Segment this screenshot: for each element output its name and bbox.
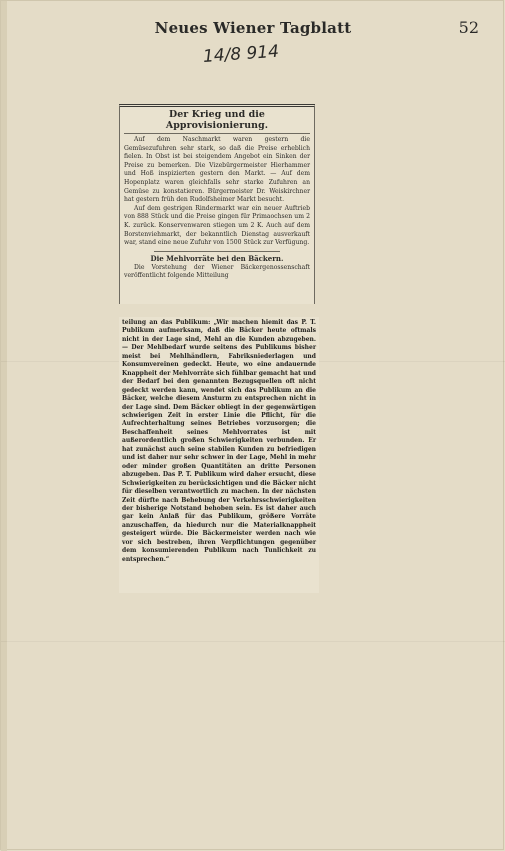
newspaper-title: Neues Wiener Tagblatt (154, 19, 352, 37)
section-divider (154, 251, 280, 252)
article-paragraph: Auf dem gestrigen Rindermarkt war ein neuer Auftrieb von 888 Stück und die Preise gingen für Primaochsen um 2 K. zurück. Konservenwaren stiegen um 2 K. Auch auf dem Borstenviehmarkt, der bekanntlich Dienstag ausverkauft war, stand eine neue Zufuhr von 1500 Stück zur Verfügung. (124, 204, 310, 247)
article-paragraph: Die Vorstehung der Wiener Bäckergenossenschaft veröffentlicht folgende Mitteilung (124, 263, 310, 280)
article-paragraph: teilung an das Publikum: „Wir machen hiemit das P. T. Publikum aufmerksam, daß die Bäcker heute oftmals nicht in der Lage sind, Mehl an die Kunden abzugeben. — Der Mehlbedarf wurde seitens des Publikums bisher meist bei Mehlhändlern, Fabriksniederlagen und Konsumvereinen gedeckt. Heute, wo eine andauernde Knappheit der Mehlvorräte sich fühlbar gemacht hat und der Bedarf bei den genannten Bezugsquellen oft nicht gedeckt werden kann, wendet sich das Publikum an die Bäcker, welche diesem Ansturm zu entsprechen nicht in der Lage sind. Dem Bäcker obliegt in der gegenwärtigen schwierigen Zeit in erster Linie die Pflicht, für die Aufrechterhaltung seines Betriebes vorzusorgen; die Beschaffenheit seines Mehlvorrates ist mit außerordentlich großen Schwierigkeiten verbunden. Er hat zunächst auch seine stabilen Kunden zu befriedigen und ist daher nur sehr schwer in der Lage, Mehl in mehr oder minder großen Quantitäten an dritte Personen abzugeben. Das P. T. Publikum wird daher ersucht, diese Schwierigkeiten zu berücksichtigen und die Bäcker nicht für dieselben verantwortlich zu machen. In der nächsten Zeit dürfte nach Behebung der Verkehrsschwierigkeiten der bisherige Notstand behoben sein. Es ist daher auch gar kein Anlaß für das Publikum, größere Vorräte anzuschaffen, da hiedurch nur die Materialknappheit gesteigert würde. Die Bäckermeister werden nach wie vor sich bestreben, ihren Verpflichtungen gegenüber dem konsumierenden Publikum nach Tunlichkeit zu entsprechen.“ (122, 319, 316, 563)
handwritten-date (201, 39, 280, 69)
page-number: 52 (458, 18, 479, 37)
paper-fold (1, 641, 505, 642)
clipping-bottom (119, 317, 319, 593)
article-headline: Der Krieg und die Approvisionierung. (124, 109, 310, 134)
article-paragraph: Auf dem Naschmarkt waren gestern die Gemüsezufuhren sehr stark, so daß die Preise erheblich fielen. In Obst ist bei steigendem Angebot ein Sinken der Preise zu bemerken. Die Vizebürgermeister Hierhammer und Hoß inspizierten gestern den Markt. — Auf dem Hopenplatz waren gleichfalls sehr starke Zufuhren an Gemüse zu konstatieren. Bürgermeister Dr. Weiskirchner hat gestern früh den Rudolfsheimer Markt besucht. (124, 136, 310, 204)
page-edge (1, 1, 7, 851)
clipping-top (119, 104, 315, 304)
article-subheadline: Die Mehlvorräte bei den Bäckern. (150, 253, 284, 263)
handwritten-date-text: 14/8 914 (202, 41, 280, 67)
